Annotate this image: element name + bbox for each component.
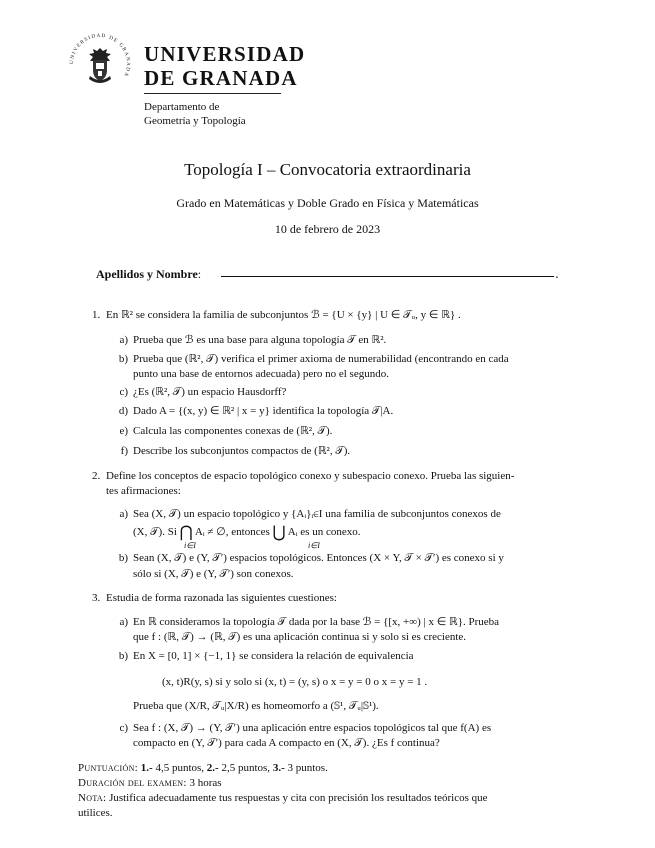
q1c-text: ¿Es (ℝ², 𝒯) un espacio Hausdorff? bbox=[133, 386, 287, 398]
note-label: Nota: bbox=[78, 792, 107, 804]
q3c-label: c) bbox=[119, 722, 128, 734]
q1b-text-line1: Prueba que (ℝ², 𝒯) verifica el primer axioma de numerabilidad (encontrando en cada bbox=[133, 353, 509, 365]
q1b-label: b) bbox=[118, 353, 128, 365]
q1d-text: Dado A = {(x, y) ∈ ℝ² | x = y} identifica la topología 𝒯|A. bbox=[133, 405, 394, 417]
scoring-v1: 4,5 puntos, bbox=[152, 762, 207, 774]
university-seal-icon bbox=[68, 32, 132, 96]
note-line2: utilices. bbox=[78, 807, 113, 819]
scoring-line bbox=[78, 762, 328, 774]
q3b-label: b) bbox=[118, 650, 128, 662]
q1b-text-line2: punto una base de entornos adecuada) pero no el segundo. bbox=[133, 368, 389, 380]
university-line2: DE GRANADA bbox=[144, 66, 298, 90]
q1e-text: Calcula las componentes conexas de (ℝ², 𝒯). bbox=[133, 425, 333, 437]
university-name bbox=[144, 44, 305, 89]
q3a-text-line1: En ℝ consideramos la topología 𝒯 dada por la base ℬ = {[x, +∞) | x ∈ ℝ}. Prueba bbox=[133, 616, 500, 628]
q3b-text-line1: En X = [0, 1] × {−1, 1} se considera la relación de equivalencia bbox=[133, 650, 414, 662]
note-text-line1: Justifica adecuadamente tus respuestas y cita con precisión los resultados teóricos que bbox=[106, 792, 488, 804]
exam-date: 10 de febrero de 2023 bbox=[274, 222, 381, 236]
name-field-dot: . bbox=[555, 267, 559, 281]
q1e-label: e) bbox=[119, 425, 128, 437]
exam-subtitle: Grado en Matemáticas y Doble Grado en Física y Matemáticas bbox=[176, 196, 479, 210]
department bbox=[144, 100, 246, 128]
q3c-text-line1: Sea f : (X, 𝒯) → (Y, 𝒯′) una aplicación entre espacios topológicos tal que f(A) es bbox=[133, 722, 492, 734]
q3-statement: Estudia de forma razonada las siguientes cuestiones: bbox=[106, 592, 337, 604]
duration-value: 3 horas bbox=[186, 777, 222, 789]
scoring-q3: 3.- bbox=[272, 762, 285, 774]
q2a-text-line2c: Aᵢ es un conexo. bbox=[287, 526, 361, 538]
seal-text: UNIVERSIDAD DE GRANADA bbox=[68, 32, 132, 79]
q1a-text: Prueba que ℬ es una base para alguna topología 𝒯 en ℝ². bbox=[133, 334, 387, 346]
union-symbol: ⋃ bbox=[272, 524, 286, 541]
q2a-text-line2a: (X, 𝒯). Si bbox=[133, 526, 177, 538]
q3c-text-line2: compacto en (Y, 𝒯′) para cada A compacto en (X, 𝒯). ¿Es f continua? bbox=[133, 737, 440, 749]
q2b-label: b) bbox=[118, 552, 128, 564]
q1d-label: d) bbox=[118, 405, 128, 417]
scoring-v2: 2,5 puntos, bbox=[218, 762, 273, 774]
q1-number: 1. bbox=[92, 309, 101, 321]
q1f-label: f) bbox=[120, 445, 128, 457]
q2a-text-line2b: Aᵢ ≠ ∅, entonces bbox=[194, 526, 270, 538]
university-line1: UNIVERSIDAD bbox=[144, 42, 306, 66]
header-divider bbox=[144, 93, 281, 94]
q3-number: 3. bbox=[92, 592, 101, 604]
q2a-text-line1: Sea (X, 𝒯) un espacio topológico y {Aᵢ}ᵢ∈I una familia de subconjuntos conexos de bbox=[133, 508, 501, 520]
scoring-label: Puntuación: bbox=[78, 762, 139, 774]
q2b-text-line1: Sean (X, 𝒯) e (Y, 𝒯′) espacios topológicos. Entonces (X × Y, 𝒯 × 𝒯′) es conexo si y bbox=[133, 552, 504, 564]
q2b-text-line2: sólo si (X, 𝒯) e (Y, 𝒯′) son conexos. bbox=[133, 568, 294, 580]
union-subscript: i∈I bbox=[308, 541, 320, 550]
name-label: Apellidos y Nombre bbox=[96, 267, 198, 281]
q2a-label: a) bbox=[119, 508, 128, 520]
q1a-label: a) bbox=[119, 334, 128, 346]
duration-label: Duración del examen: bbox=[78, 777, 187, 789]
intersection-symbol: ⋂ bbox=[179, 524, 193, 541]
q3a-text-line2: que f : (ℝ, 𝒯) → (ℝ, 𝒯) es una aplicación continua si y solo si es creciente. bbox=[133, 631, 467, 643]
exam-title: Topología I – Convocatoria extraordinaria bbox=[184, 160, 471, 179]
q3a-label: a) bbox=[119, 616, 128, 628]
duration-line bbox=[78, 777, 222, 789]
department-line1: Departamento de bbox=[144, 101, 220, 113]
q2-statement-line2: tes afirmaciones: bbox=[106, 485, 181, 497]
name-colon: : bbox=[197, 267, 202, 281]
q1f-text: Describe los subconjuntos compactos de (ℝ², 𝒯). bbox=[133, 445, 351, 457]
q2-number: 2. bbox=[92, 470, 101, 482]
q1-statement: En ℝ² se considera la familia de subconjuntos ℬ = {U × {y} | U ∈ 𝒯ᵤ, y ∈ ℝ} . bbox=[106, 309, 461, 321]
scoring-v3: 3 puntos. bbox=[284, 762, 328, 774]
name-field-line bbox=[221, 276, 554, 277]
q2-statement-line1: Define los conceptos de espacio topológico conexo y subespacio conexo. Prueba las siguien- bbox=[106, 470, 515, 482]
scoring-q2: 2.- bbox=[206, 762, 219, 774]
scoring-q1: 1.- bbox=[140, 762, 153, 774]
note-line1 bbox=[78, 792, 488, 804]
q1c-label: c) bbox=[119, 386, 128, 398]
department-line2: Geometría y Topología bbox=[144, 115, 246, 127]
q2a-text-line2 bbox=[133, 524, 360, 539]
name-field-label bbox=[96, 267, 201, 282]
q3b-text-line2: Prueba que (X/R, 𝒯ᵤ|X/R) es homeomorfo a (𝕊¹, 𝒯ᵤ|𝕊¹). bbox=[133, 700, 379, 712]
intersection-subscript: i∈I bbox=[184, 541, 196, 550]
q3b-equation: (x, t)R(y, s) si y solo si (x, t) = (y, s) o x = y = 0 o x = y = 1 . bbox=[162, 676, 428, 688]
